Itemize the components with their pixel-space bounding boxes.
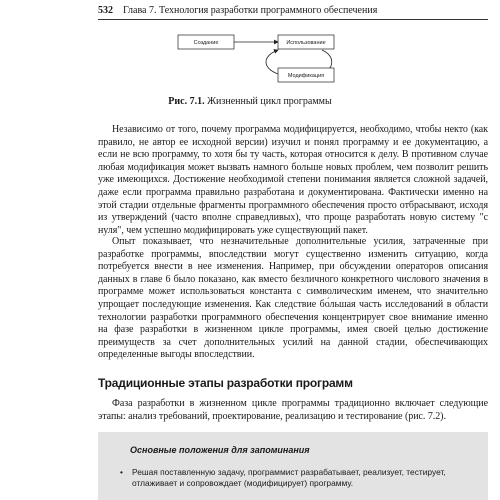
node-create [178,35,234,49]
arrow-modify-to-use [266,50,278,74]
chapter-title: Глава 7. Технология разработки программного обеспечения [123,5,378,16]
figure-caption-text: Жизненный цикл программы [207,96,332,107]
node-create-label: Создание [193,40,219,46]
key-point-text: Решая поставленную задачу, программист разрабатывает, реализует, тестирует, отлаживает и сопровождает (модифицирует) программу. [132,467,446,488]
lifecycle-diagram [0,0,500,110]
node-modify [278,68,334,82]
node-modify-label: Модификация [287,73,325,79]
bullet-icon: • [120,467,123,477]
figure-caption-label: Рис. 7.1. [168,96,205,107]
paragraph-3: Фаза разработки в жизненном цикле программы традиционно включает следующие этапы: анализ требований, проектирование, реализацию и тестирование (рис. 7.2). [98,398,488,422]
page-number: 532 [98,5,113,16]
paragraph-1: Независимо от того, почему программа модифицируется, необходимо, чтобы некто (как правило, не автор ее исходной версии) изучил и понял программу и ее документацию, а если не всю программу, то хотя бы ту часть, которая относится к делу. В противном случае любая модификация может вызвать намного больше новых проблем, чем позволит решить уже имеющихся. Достижение необходимой степени понимания является сложной задачей, даже если программа правильно разработана и документирована. Фактически именно на этой стадии отдельные фрагменты программного обеспечения просто отбрасывают, исходя из утверждений (часто вполне справедливых), что проще разработать новую систему "с нуля", чем успешно модифицировать уже существующий пакет. [98,124,488,236]
figure-caption [0,96,500,108]
key-points-title: Основные положения для запоминания [130,445,310,455]
key-points-box [98,432,488,500]
node-use-label: Использование [286,40,326,46]
key-point-item [120,467,480,489]
paragraph-2: Опыт показывает, что незначительные дополнительные усилия, затраченные при разработке программы, впоследствии могут существенно изменить ситуацию, когда потребуется внести в нее изменения. Например, при обсуждении операторов описания данных в главе 6 было показано, как вместо безличного конкретного числового значения в программе может использоваться константа с символическим именем, что значительно упрощает последующие изменения. Как следствие бо́льшая часть исследований в области технологии разработки программного обеспечения концентрирует свое внимание именно на фазе разработки в жизненном цикле программы, имея своей целью достижение преимуществ за счет дополнительных усилий на данной стадии, обеспечивающих определенные выгоды впоследствии. [98,236,488,361]
node-use [278,35,334,49]
section-heading: Традиционные этапы разработки программ [98,376,353,390]
